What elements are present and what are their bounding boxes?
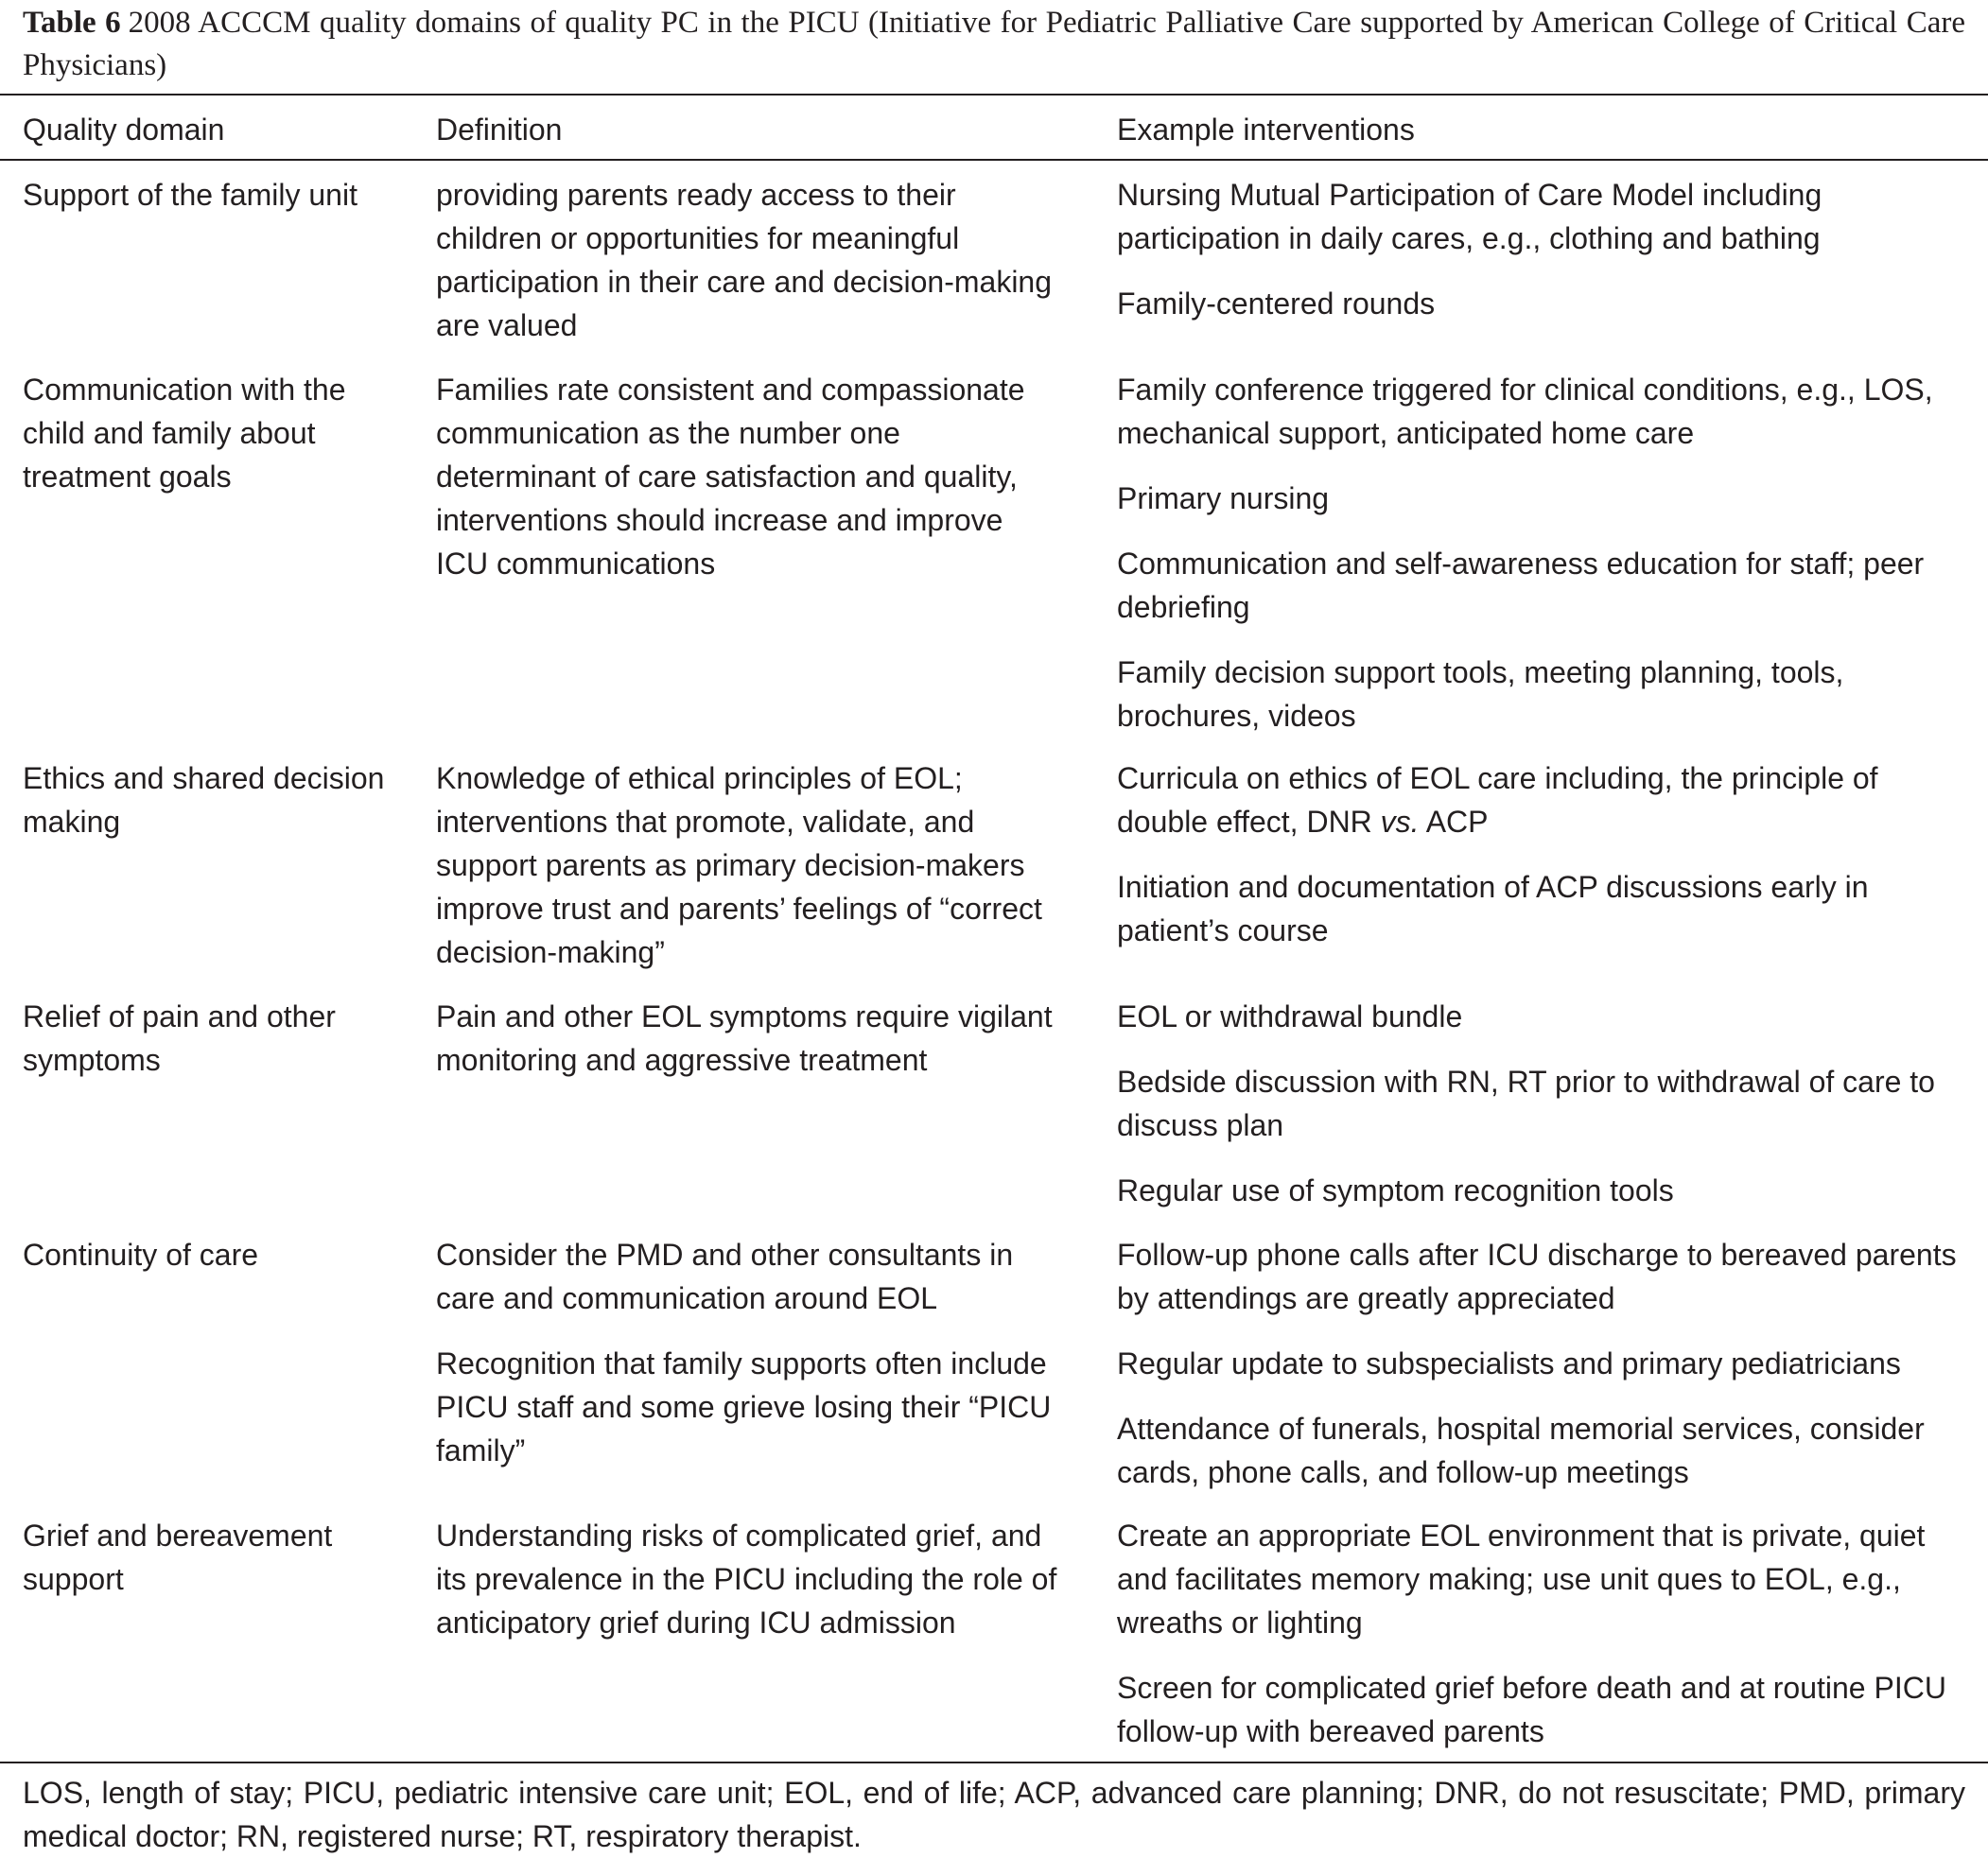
definition-text: providing parents ready access to their children or opportunities for meaningful participation in their care and decision-making are valued: [436, 178, 1053, 342]
intervention-text: Initiation and documentation of ACP discussions early in patient’s course: [1117, 870, 1869, 947]
definition-text: Knowledge of ethical principles of EOL; interventions that promote, validate, and support parents as primary decision-makers improve trust and parents’ feelings of “correct decision-making”: [436, 761, 1042, 969]
intervention-text: Create an appropriate EOL environment that is private, quiet and facilitates memory making; use unit ques to EOL, e.g., wreaths or lighting: [1117, 1519, 1926, 1640]
domain-text: Support of the family unit: [23, 178, 357, 212]
row-4-interventions: [1117, 995, 1968, 1212]
header-rule: [0, 159, 1988, 161]
row-6-definition: [436, 1514, 1060, 1644]
intervention-text: Follow-up phone calls after ICU discharge to bereaved parents by attendings are greatly appreciated: [1117, 1238, 1957, 1315]
column-header-quality-domain: Quality domain: [23, 113, 225, 147]
definition-text: Recognition that family supports often include PICU staff and some grieve losing their “PICU family”: [436, 1346, 1052, 1467]
domain-text: Continuity of care: [23, 1238, 259, 1272]
intervention-text: EOL or withdrawal bundle: [1117, 999, 1463, 1033]
intervention-text: [1117, 756, 1968, 843]
column-header-definition: Definition: [436, 113, 563, 147]
definition-text: Families rate consistent and compassionate communication as the number one determinant of care satisfaction and quality, interventions should increase and improve ICU communications: [436, 373, 1025, 581]
column-header-example-interventions: Example interventions: [1117, 113, 1415, 147]
row-1-domain: [23, 173, 401, 217]
row-5-definition: [436, 1233, 1060, 1472]
row-6-domain: [23, 1514, 401, 1601]
intervention-text: Family-centered rounds: [1117, 287, 1436, 321]
intervention-text: Screen for complicated grief before death and at routine PICU follow-up with bereaved parents: [1117, 1671, 1946, 1748]
intervention-text: Primary nursing: [1117, 481, 1330, 515]
definition-text: Consider the PMD and other consultants in care and communication around EOL: [436, 1238, 1014, 1315]
row-1-definition: [436, 173, 1060, 347]
intervention-text: Nursing Mutual Participation of Care Model including participation in daily cares, e.g., clothing and bathing: [1117, 178, 1822, 255]
intervention-text: Regular update to subspecialists and primary pediatricians: [1117, 1346, 1901, 1380]
table-caption: [23, 2, 1965, 87]
definition-text: Understanding risks of complicated grief, and its prevalence in the PICU including the role of anticipatory grief during ICU admission: [436, 1519, 1057, 1640]
domain-text: Communication with the child and family about treatment goals: [23, 373, 346, 494]
intervention-text: Family conference triggered for clinical conditions, e.g., LOS, mechanical support, anticipated home care: [1117, 373, 1933, 450]
row-2-definition: [436, 368, 1060, 585]
row-1-interventions: [1117, 173, 1968, 325]
intervention-text: Communication and self-awareness education for staff; peer debriefing: [1117, 547, 1925, 624]
row-4-domain: [23, 995, 401, 1082]
intervention-text: Family decision support tools, meeting planning, tools, brochures, videos: [1117, 655, 1844, 733]
row-5-domain: [23, 1233, 401, 1276]
table-footnote: LOS, length of stay; PICU, pediatric intensive care unit; EOL, end of life; ACP, advanced care planning; DNR, do not resuscitate; PMD, primary medical doctor; RN, registered nurse; RT, respiratory therapist.: [23, 1776, 1965, 1853]
intervention-text: Bedside discussion with RN, RT prior to withdrawal of care to discuss plan: [1117, 1065, 1935, 1142]
intervention-text-part: Curricula on ethics of EOL care including, the principle of double effect, DNR vs. ACP: [1117, 761, 1878, 839]
row-4-definition: [436, 995, 1060, 1082]
row-2-domain: [23, 368, 401, 498]
domain-text: Relief of pain and other symptoms: [23, 999, 336, 1077]
definition-text: Pain and other EOL symptoms require vigilant monitoring and aggressive treatment: [436, 999, 1053, 1077]
row-3-domain: [23, 756, 401, 843]
domain-text: Grief and bereavement support: [23, 1519, 333, 1596]
row-6-interventions: [1117, 1514, 1968, 1753]
row-2-interventions: [1117, 368, 1968, 738]
domain-text: Ethics and shared decision making: [23, 761, 385, 839]
table-title: 2008 ACCCM quality domains of quality PC in the PICU (Initiative for Pediatric Palliative Care supported by American College of Critical Care Physicians): [23, 6, 1965, 82]
bottom-rule: [0, 1762, 1988, 1763]
row-5-interventions: [1117, 1233, 1968, 1494]
table-label: Table 6: [23, 6, 121, 40]
row-3-definition: [436, 756, 1060, 974]
intervention-text: Attendance of funerals, hospital memorial services, consider cards, phone calls, and follow-up meetings: [1117, 1412, 1925, 1489]
intervention-text: Regular use of symptom recognition tools: [1117, 1173, 1674, 1207]
top-rule: [0, 94, 1988, 96]
row-3-interventions: [1117, 756, 1968, 952]
versus-abbreviation: vs.: [1380, 805, 1420, 839]
